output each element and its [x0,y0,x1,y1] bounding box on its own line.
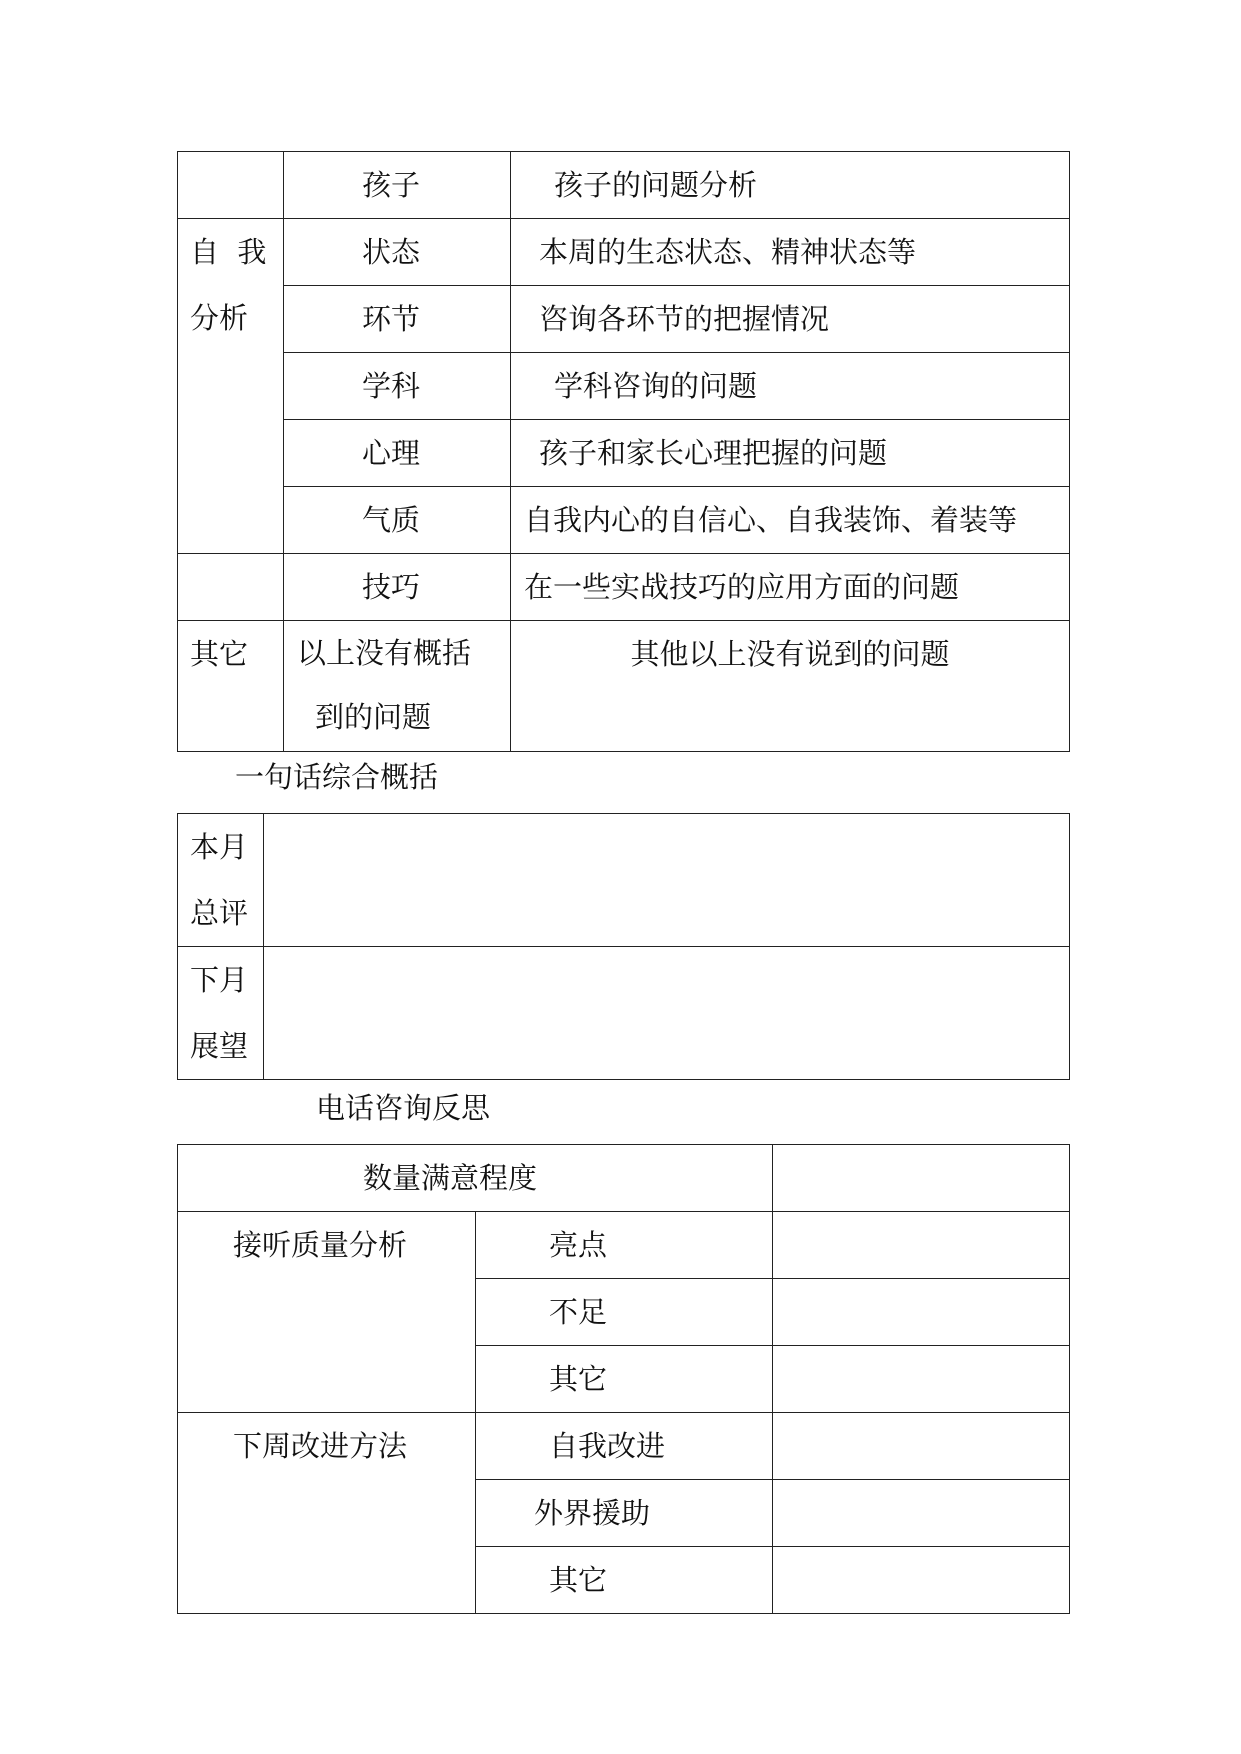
satisfaction-value [773,1145,1070,1212]
other-label: 其它 [178,621,284,752]
this-month-content [264,814,1070,947]
self-analysis-group-label: 自 我 分析 [178,219,284,554]
table-row [178,947,1070,1080]
table-row [178,1145,1070,1212]
item-cell: 学科 [284,353,511,420]
desc-cell: 学科咨询的问题 [511,353,1070,420]
table-row [178,1413,1070,1480]
table-row [178,554,1070,621]
quality-item: 亮点 [476,1212,773,1279]
improve-item: 其它 [476,1547,773,1614]
group-cell-empty [178,152,284,219]
quality-value [773,1279,1070,1346]
item-cell: 状态 [284,219,511,286]
quality-item: 其它 [476,1346,773,1413]
quality-value [773,1212,1070,1279]
table-row [178,420,1070,487]
phone-caption: 电话咨询反思 [316,1091,491,1125]
item-cell: 技巧 [284,554,511,621]
table-row [178,621,1070,752]
desc-cell: 孩子的问题分析 [511,152,1070,219]
quality-item: 不足 [476,1279,773,1346]
summary-table [177,813,1070,1080]
table-row [178,487,1070,554]
desc-cell: 咨询各环节的把握情况 [511,286,1070,353]
improve-item: 外界援助 [476,1480,773,1547]
table-row [178,814,1070,947]
desc-cell: 孩子和家长心理把握的问题 [511,420,1070,487]
table-row [178,286,1070,353]
improve-value [773,1413,1070,1480]
satisfaction-label: 数量满意程度 [178,1145,773,1212]
table-row [178,219,1070,286]
next-month-label: 下月 展望 [178,947,264,1080]
table-row [178,152,1070,219]
summary-caption: 一句话综合概括 [235,760,439,794]
table-row [178,1212,1070,1279]
improve-value [773,1547,1070,1614]
other-desc: 其他以上没有说到的问题 [511,621,1070,752]
group-cell-empty [178,554,284,621]
item-cell: 孩子 [284,152,511,219]
table-row [178,353,1070,420]
item-cell: 环节 [284,286,511,353]
desc-cell: 本周的生态状态、精神状态等 [511,219,1070,286]
improve-value [773,1480,1070,1547]
quality-label: 接听质量分析 [178,1212,476,1413]
item-cell: 气质 [284,487,511,554]
self-analysis-table [177,151,1070,752]
desc-cell: 在一些实战技巧的应用方面的问题 [511,554,1070,621]
improve-item: 自我改进 [476,1413,773,1480]
other-item-text: 以上没有概括 到的问题 [297,636,472,734]
quality-value [773,1346,1070,1413]
this-month-label: 本月 总评 [178,814,264,947]
item-cell: 心理 [284,420,511,487]
next-month-content [264,947,1070,1080]
phone-reflection-table [177,1144,1070,1614]
other-item [284,621,511,752]
desc-cell: 自我内心的自信心、自我装饰、着装等 [511,487,1070,554]
improve-label: 下周改进方法 [178,1413,476,1614]
